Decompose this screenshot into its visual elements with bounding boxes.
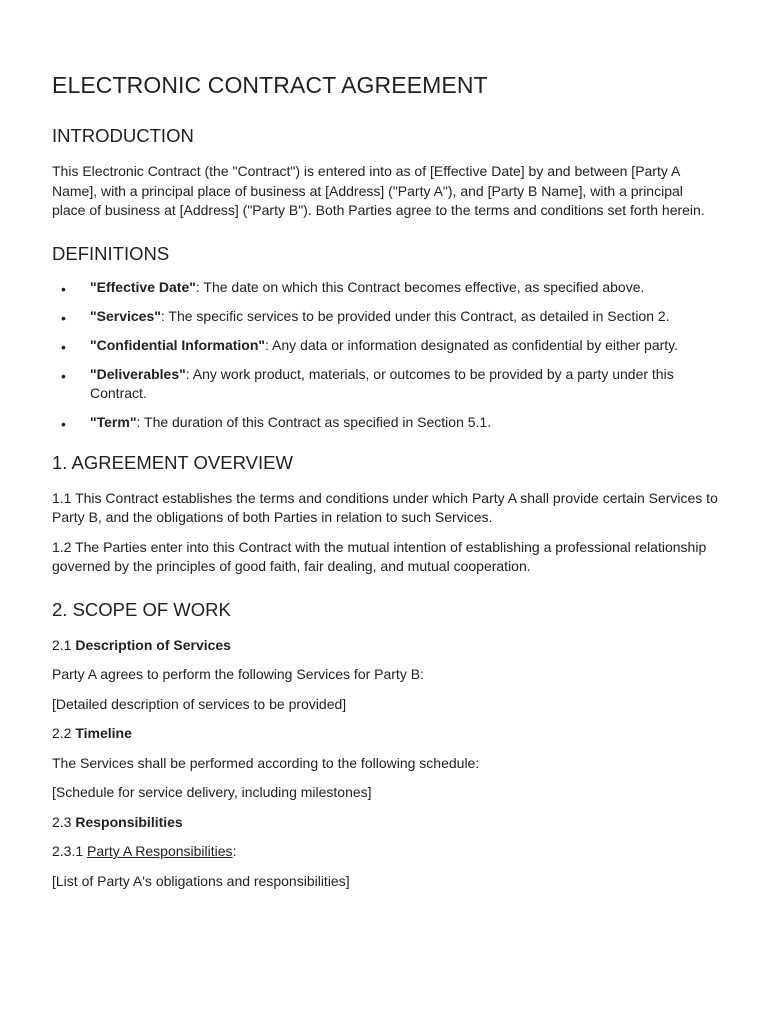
subsection-title: Responsibilities	[75, 813, 183, 830]
subsection-2-1	[52, 636, 718, 656]
definition-term: "Deliverables"	[90, 365, 186, 382]
bullet-icon: •	[61, 280, 66, 297]
subsection-number: 2.2	[52, 725, 76, 741]
subsection-colon: :	[232, 843, 237, 859]
subsection-2-2	[52, 724, 718, 744]
bullet-icon: •	[61, 309, 66, 326]
definition-text: : Any data or information designated as confidential by either party.	[265, 336, 679, 353]
definitions-list	[52, 278, 718, 433]
subsection-2-3-1-placeholder: [List of Party A's obligations and responsibilities]	[52, 872, 350, 889]
overview-heading: 1. AGREEMENT OVERVIEW	[52, 451, 293, 473]
scope-section	[52, 598, 718, 892]
subsection-number: 2.1	[52, 636, 76, 653]
definition-text: : The duration of this Contract as specified in Section 5.1.	[136, 414, 492, 430]
introduction-heading: INTRODUCTION	[52, 125, 194, 146]
subsection-2-1-text: Party A agrees to perform the following Services for Party B:	[52, 666, 424, 682]
definition-item	[52, 278, 718, 298]
definitions-heading: DEFINITIONS	[52, 242, 170, 264]
overview-paragraph-2: 1.2 The Parties enter into this Contract with the mutual intention of establishing a professional relationship governed by the principles of good faith, fair dealing, and mutual cooperation.	[52, 538, 707, 574]
definition-term: "Services"	[90, 307, 161, 324]
definition-term: "Confidential Information"	[90, 336, 266, 353]
definition-item	[52, 307, 718, 327]
subsection-2-3	[52, 813, 718, 833]
bullet-icon: •	[61, 338, 66, 355]
overview-paragraph-1: 1.1 This Contract establishes the terms and conditions under which Party A shall provide certain Services to Party B, and the obligations of both Parties in relation to such Services.	[52, 489, 718, 525]
definition-term: "Term"	[90, 414, 137, 430]
scope-heading: 2. SCOPE OF WORK	[52, 598, 231, 620]
subsection-title: Party A Responsibilities	[87, 843, 233, 859]
definition-item	[52, 413, 718, 433]
subsection-2-2-placeholder: [Schedule for service delivery, including milestones]	[52, 784, 372, 800]
definition-item	[52, 365, 718, 404]
definitions-section	[52, 242, 718, 433]
subsection-2-1-placeholder: [Detailed description of services to be provided]	[52, 695, 347, 712]
definition-text: : The date on which this Contract becomes effective, as specified above.	[195, 278, 645, 295]
subsection-2-3-1	[52, 842, 718, 862]
definition-item	[52, 336, 718, 356]
overview-section	[52, 451, 718, 577]
subsection-number: 2.3	[52, 813, 76, 830]
introduction-text: This Electronic Contract (the "Contract") is entered into as of [Effective Date] by and between [Party A Name], with a principal place of business at [Address] ("Party A"), and [Party B Name], with a principal place of business at [Address] ("Party B"). Both Parties agree to the terms and conditions set forth herein.	[52, 163, 705, 218]
subsection-title: Timeline	[75, 725, 132, 741]
bullet-icon: •	[61, 367, 66, 384]
bullet-icon: •	[61, 416, 66, 432]
document-title: ELECTRONIC CONTRACT AGREEMENT	[52, 72, 488, 98]
introduction-section	[52, 124, 718, 221]
subsection-2-2-text: The Services shall be performed according to the following schedule:	[52, 754, 480, 771]
definition-text: : Any work product, materials, or outcomes to be provided by a party under this Contract.	[90, 365, 674, 401]
subsection-number: 2.3.1	[52, 843, 88, 859]
definition-text: : The specific services to be provided under this Contract, as detailed in Section 2.	[160, 307, 670, 324]
definition-term: "Effective Date"	[90, 278, 196, 295]
subsection-title: Description of Services	[75, 636, 231, 653]
